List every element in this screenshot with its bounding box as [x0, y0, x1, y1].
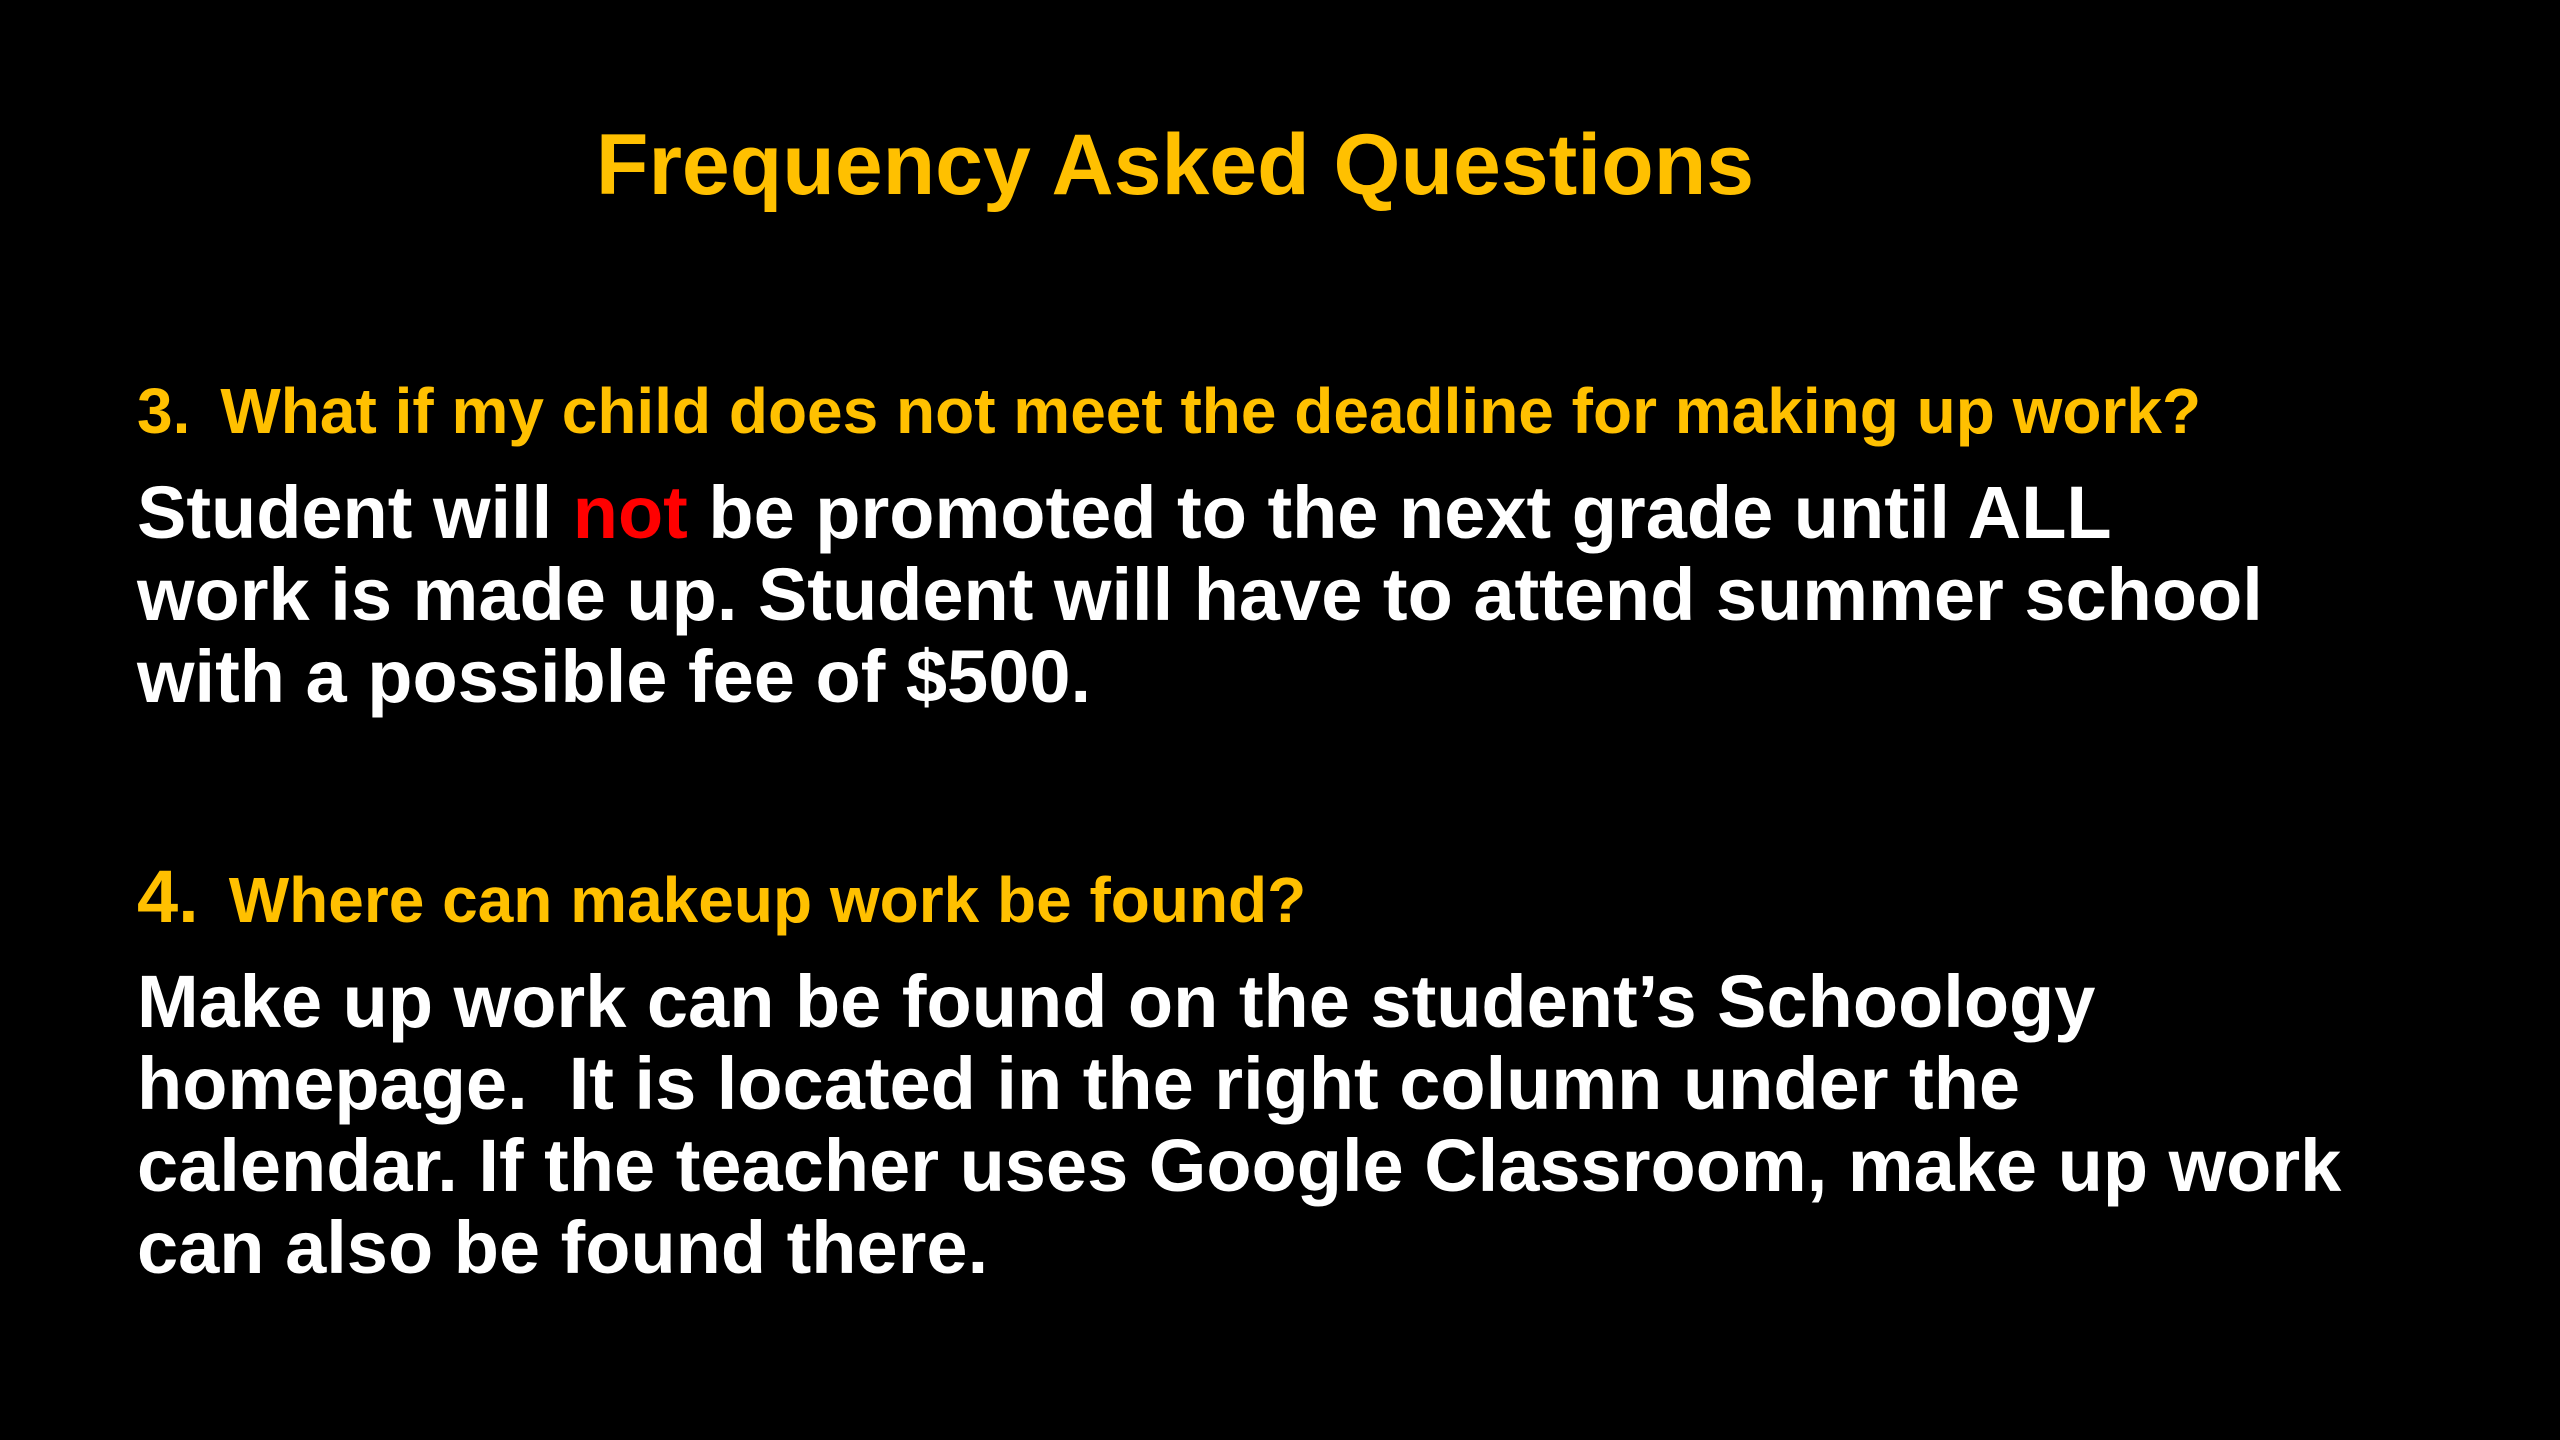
- question-text: Where can makeup work be found?: [228, 864, 1307, 936]
- question-text: What if my child does not meet the deadline for making up work?: [220, 375, 2202, 447]
- answer-line: work is made up. Student will have to attend summer school: [137, 553, 2263, 636]
- answer-text: Student will: [137, 471, 573, 554]
- faq-answer-4: [137, 961, 2341, 1289]
- answer-text: be promoted to the next grade until ALL: [687, 471, 2112, 554]
- question-number: 3.: [137, 375, 191, 447]
- answer-line: can also be found there.: [137, 1206, 989, 1289]
- answer-line: [137, 472, 2263, 554]
- question-number: 4.: [137, 855, 199, 938]
- answer-line: homepage. It is located in the right column under the: [137, 1042, 2021, 1125]
- faq-answer-3: [137, 472, 2263, 718]
- faq-question-3: [137, 366, 2201, 456]
- emphasis-not: not: [572, 471, 688, 554]
- slide-title: Frequency Asked Questions: [595, 117, 1755, 213]
- answer-line: Make up work can be found on the student’s Schoology: [137, 960, 2096, 1043]
- answer-line: with a possible fee of $500.: [137, 635, 1092, 718]
- answer-line: calendar. If the teacher uses Google Classroom, make up work: [137, 1124, 2342, 1207]
- faq-question-4: [137, 852, 1306, 945]
